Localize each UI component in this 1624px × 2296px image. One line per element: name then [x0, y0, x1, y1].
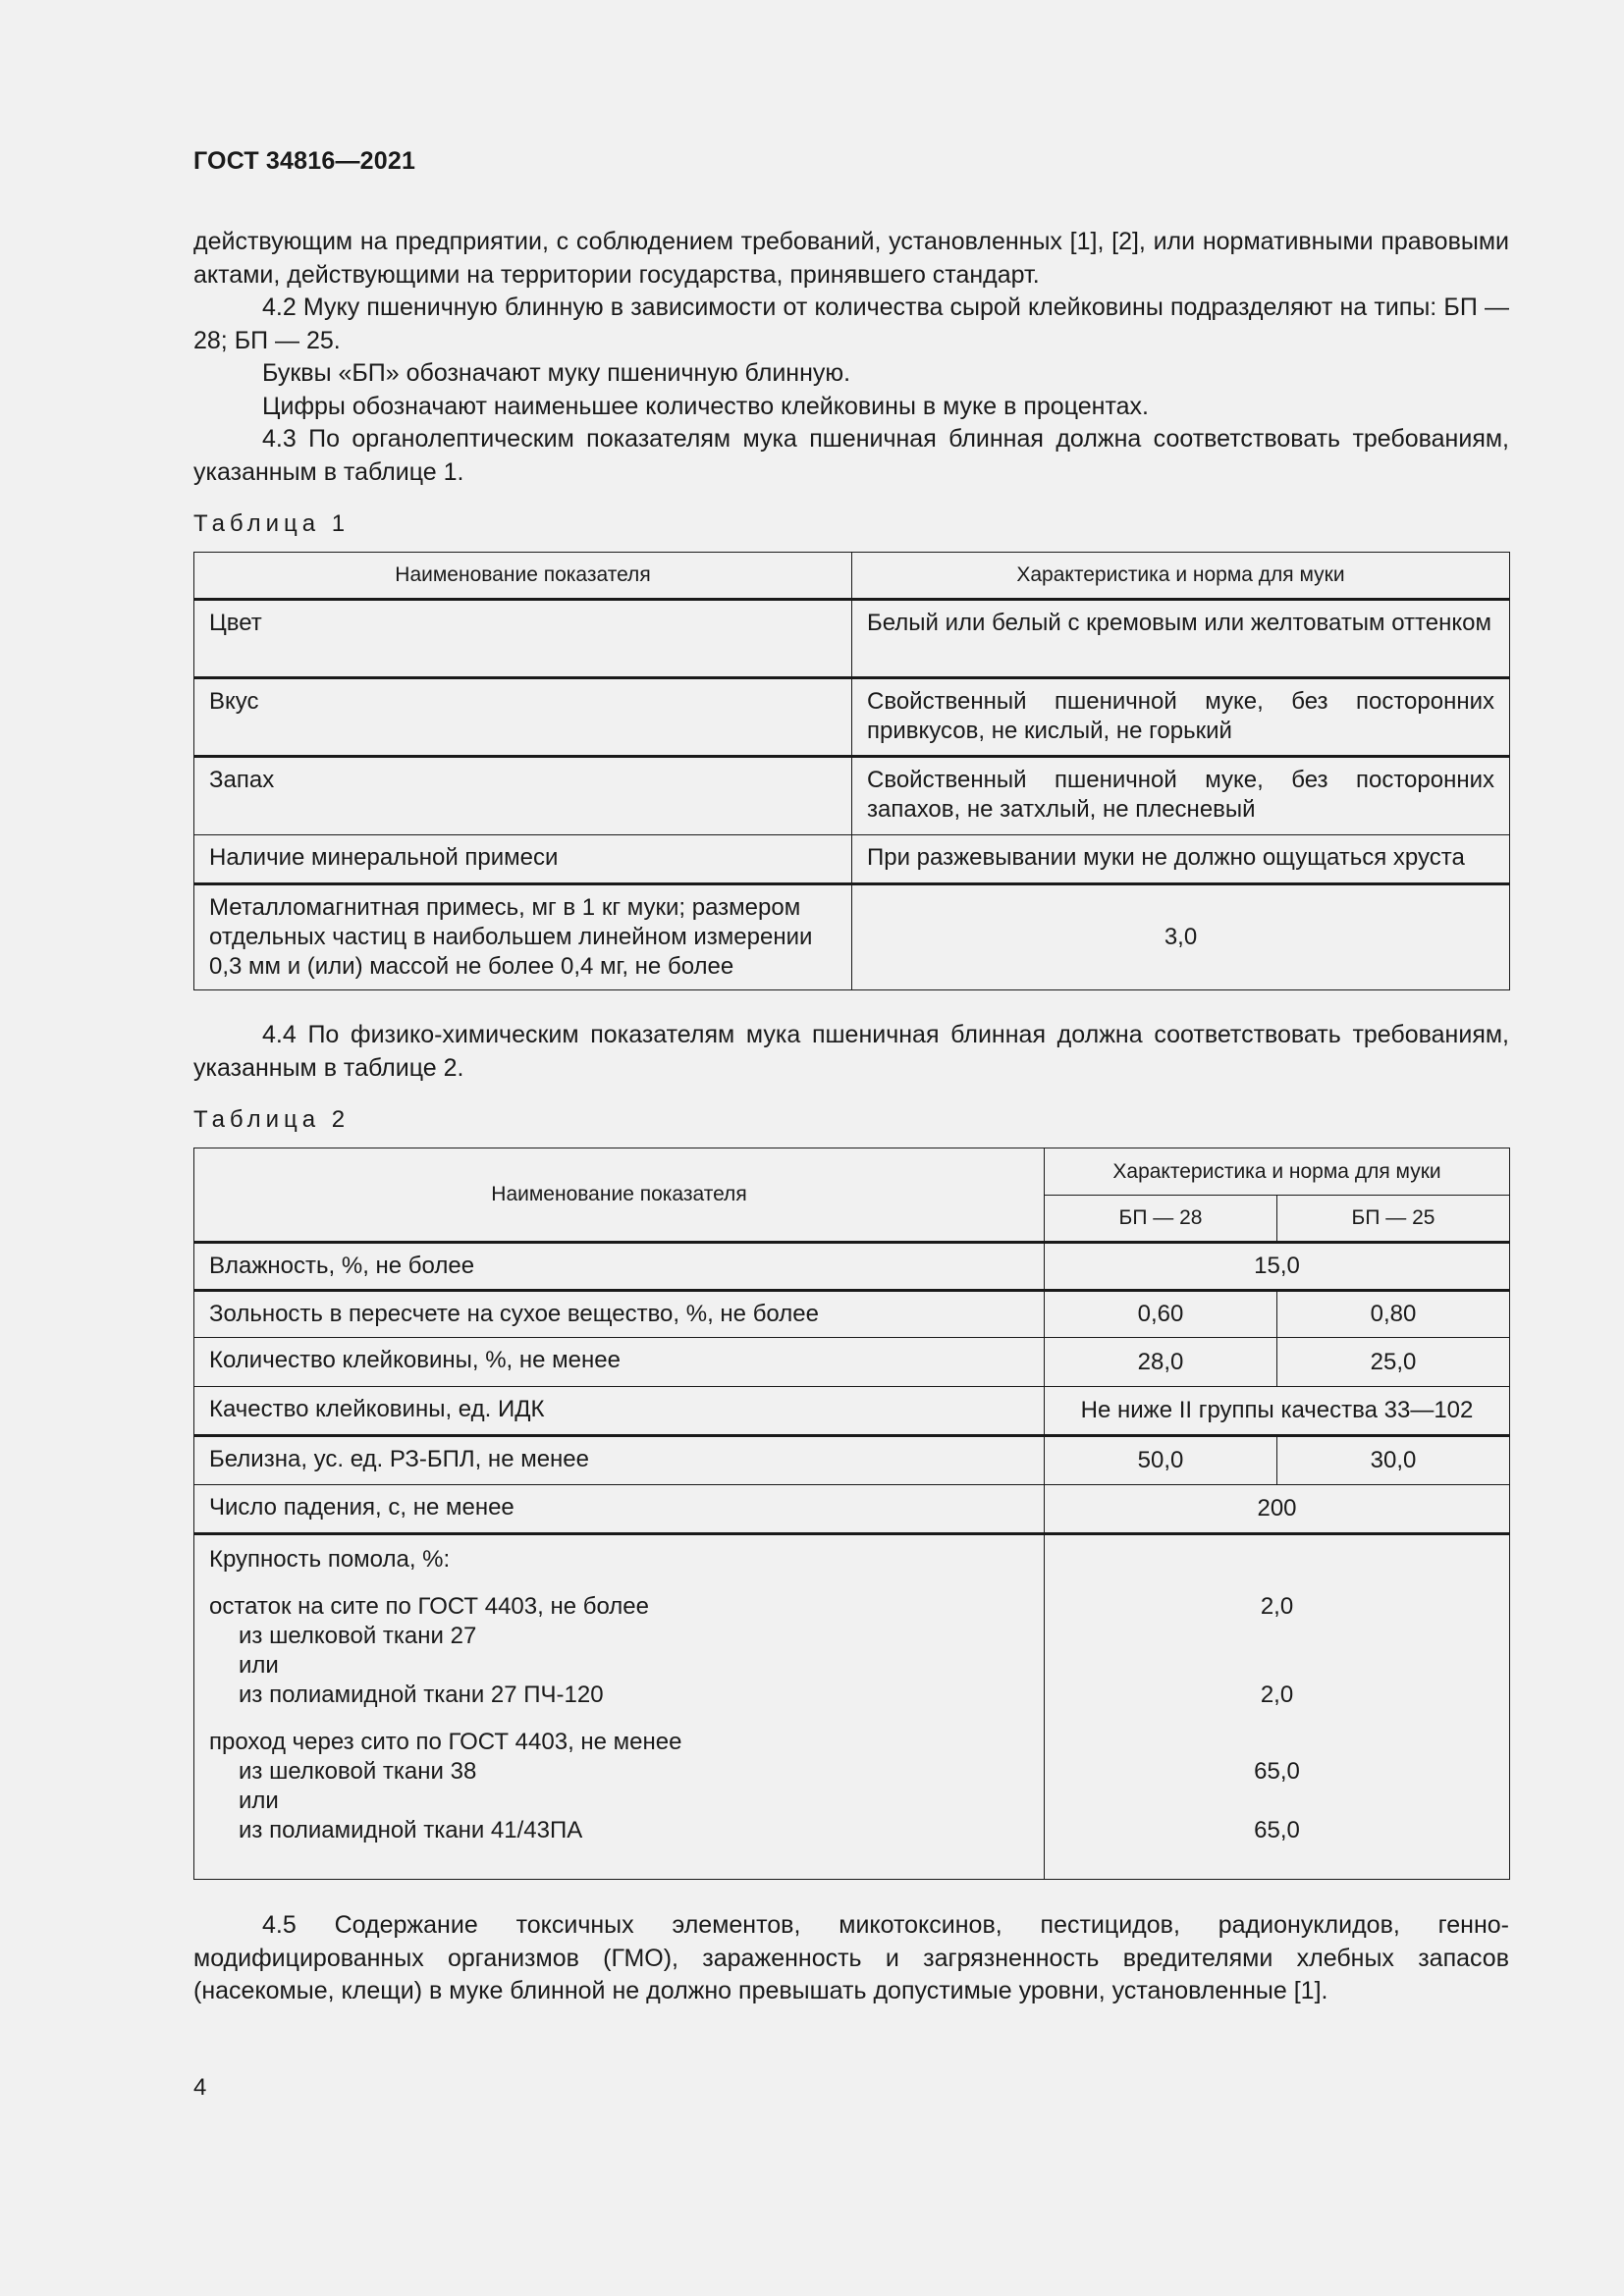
grind-silk27: из шелковой ткани 27: [239, 1623, 477, 1649]
grind-value-poly41: 65,0: [1254, 1817, 1300, 1843]
grind-silk38: из шелковой ткани 38: [239, 1758, 477, 1785]
table2-cell: 28,0: [1045, 1338, 1277, 1387]
table2-header-name: Наименование показателя: [194, 1148, 1045, 1243]
table1-cell: Белый или белый с кремовым или желтоватым оттенком: [852, 600, 1510, 678]
table2-cell: Качество клейковины, ед. ИДК: [194, 1387, 1045, 1436]
grind-values-cell: [1045, 1534, 1510, 1880]
table2-cell: 0,80: [1277, 1291, 1510, 1338]
table1-cell: Вкус: [194, 678, 852, 757]
outro-text: [193, 1909, 1509, 2008]
table2-cell: 25,0: [1277, 1338, 1510, 1387]
table2-cell: 0,60: [1045, 1291, 1277, 1338]
table2-cell: Зольность в пересчете на сухое вещество, %, не более: [194, 1291, 1045, 1338]
intro-text: [193, 226, 1509, 489]
table2-cell: Количество клейковины, %, не менее: [194, 1338, 1045, 1387]
table1-cell: Свойственный пшеничной муке, без посторонних привкусов, не кислый, не горький: [852, 678, 1510, 757]
grind-size-cell: [194, 1534, 1045, 1880]
grind-value-residue: 2,0: [1260, 1593, 1294, 1620]
section-4-2: 4.2 Муку пшеничную блинную в зависимости от количества сырой клейковины подразделяют на типы: БП — 28; БП — 25.: [193, 294, 1509, 354]
grind-or: или: [239, 1652, 279, 1679]
digits-note: Цифры обозначают наименьшее количество клейковины в муке в процентах.: [262, 392, 1149, 420]
table-2: [193, 1148, 1510, 1880]
grind-or: или: [239, 1788, 279, 1814]
section-4-3: 4.3 По органолептическим показателям мука пшеничная блинная должна соответствовать требованиям, указанным в таблице 1.: [193, 425, 1509, 486]
mid-text: [193, 1019, 1509, 1085]
page-number: 4: [193, 2074, 207, 2101]
document-header: ГОСТ 34816—2021: [193, 147, 416, 175]
table2-cell: 30,0: [1277, 1436, 1510, 1485]
table1-cell: Запах: [194, 757, 852, 835]
table2-header-bp25: БП — 25: [1277, 1196, 1510, 1243]
table1-header-name: Наименование показателя: [194, 553, 852, 600]
table1-cell: Металломагнитная примесь, мг в 1 кг муки; размером отдельных частиц в наибольшем линейном измерении 0,3 мм и (или) массой не более 0,4 мг, не более: [194, 884, 852, 990]
section-4-5: 4.5 Содержание токсичных элементов, микотоксинов, пестицидов, радионуклидов, генно-модифицированных организмов (ГМО), зараженность и загрязненность вредителями хлебных запасов (насекомые, клещи) в муке блинной не должно превышать допустимые уровни, установленные [1].: [193, 1911, 1509, 2004]
grind-poly41: из полиамидной ткани 41/43ПА: [239, 1817, 583, 1843]
grind-residue: остаток на сите по ГОСТ 4403, не более: [209, 1593, 649, 1620]
grind-value-poly27: 2,0: [1260, 1682, 1294, 1708]
table1-cell: Наличие минеральной примеси: [194, 835, 852, 884]
grind-value-silk38: 65,0: [1254, 1758, 1300, 1785]
table2-cell: 200: [1045, 1485, 1510, 1534]
table2-header-bp28: БП — 28: [1045, 1196, 1277, 1243]
table1-header-norm: Характеристика и норма для муки: [852, 553, 1510, 600]
grind-poly27: из полиамидной ткани 27 ПЧ-120: [239, 1682, 604, 1708]
letters-note: Буквы «БП» обозначают муку пшеничную блинную.: [262, 359, 851, 387]
table2-cell: Не ниже II группы качества 33—102: [1045, 1387, 1510, 1436]
table1-cell: 3,0: [852, 884, 1510, 990]
table2-cell: Влажность, %, не более: [194, 1243, 1045, 1291]
intro-paragraph: действующим на предприятии, с соблюдением требований, установленных [1], [2], или нормативными правовыми актами, действующими на территории государства, принявшего стандарт.: [193, 228, 1509, 289]
section-4-4: 4.4 По физико-химическим показателям мука пшеничная блинная должна соответствовать требованиям, указанным в таблице 2.: [193, 1021, 1509, 1082]
table2-caption: Таблица 2: [193, 1106, 351, 1133]
table2-cell: 50,0: [1045, 1436, 1277, 1485]
table-1: [193, 552, 1510, 990]
table1-cell: Цвет: [194, 600, 852, 678]
table2-cell: Число падения, с, не менее: [194, 1485, 1045, 1534]
grind-title: Крупность помола, %:: [209, 1546, 451, 1573]
table1-cell: Свойственный пшеничной муке, без посторонних запахов, не затхлый, не плесневый: [852, 757, 1510, 835]
grind-pass: проход через сито по ГОСТ 4403, не менее: [209, 1729, 682, 1755]
table2-cell: Белизна, ус. ед. РЗ-БПЛ, не менее: [194, 1436, 1045, 1485]
table2-cell: 15,0: [1045, 1243, 1510, 1291]
table2-header-group: Характеристика и норма для муки: [1045, 1148, 1510, 1196]
table1-caption: Таблица 1: [193, 510, 351, 537]
table1-cell: При разжевывании муки не должно ощущаться хруста: [852, 835, 1510, 884]
